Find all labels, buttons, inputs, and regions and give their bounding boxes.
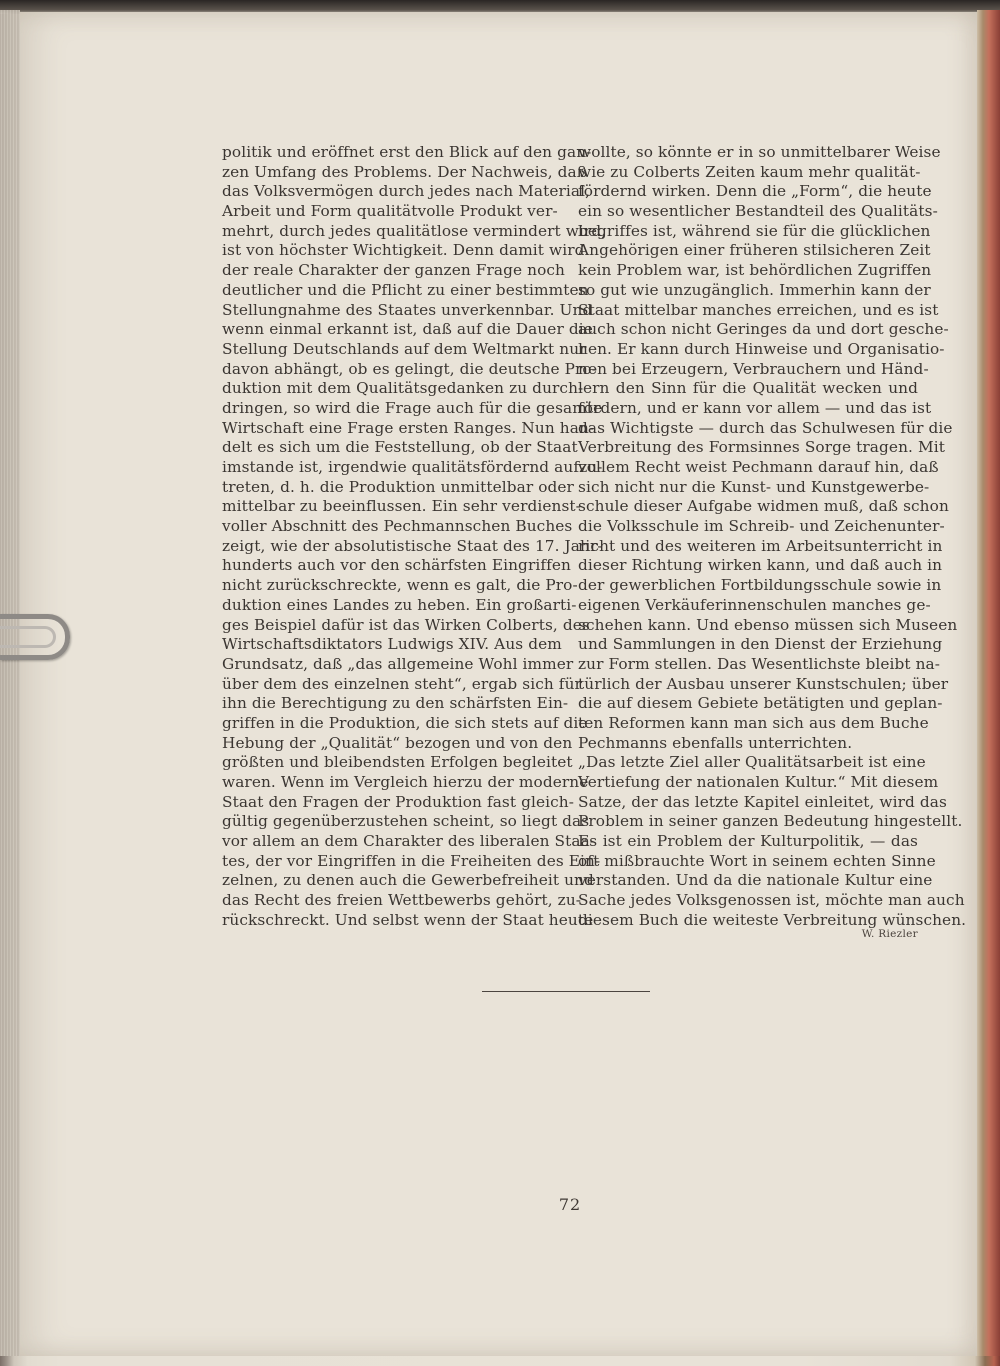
text-line: zen Umfang des Problems. Der Nachweis, daß xyxy=(222,162,588,181)
text-line: zur Form stellen. Das Wesentlichste bleibt na- xyxy=(578,654,941,673)
text-line: das Wichtigste — durch das Schulwesen für die xyxy=(578,418,953,437)
text-line: wenn einmal erkannt ist, daß auf die Dauer die xyxy=(222,320,593,339)
text-line: eigenen Verkäuferinnenschulen manches ge- xyxy=(578,595,931,614)
text-line: zelnen, zu denen auch die Gewerbefreiheit und xyxy=(222,871,594,890)
text-line: duktion eines Landes zu heben. Ein großarti- xyxy=(222,595,577,614)
text-line: Staat mittelbar manches erreichen, und es ist xyxy=(578,300,939,319)
text-line: diesem Buch die weiteste Verbreitung wünschen. xyxy=(578,910,967,929)
text-line: über dem des einzelnen steht“, ergab sich für xyxy=(222,674,582,693)
text-line: voller Abschnitt des Pechmannschen Buches xyxy=(222,517,573,536)
text-line: Satze, der das letzte Kapitel einleitet, wird das xyxy=(578,792,947,811)
text-line: schule dieser Aufgabe widmen muß, daß schon xyxy=(578,497,949,516)
text-line: der gewerblichen Fortbildungsschule sowie in xyxy=(578,576,942,595)
text-line: kein Problem war, ist behördlichen Zugriffen xyxy=(578,261,932,280)
text-line: Pechmanns ebenfalls unterrichten. xyxy=(578,733,853,752)
text-line: Problem in seiner ganzen Bedeutung hingestellt. xyxy=(578,812,963,831)
text-column-right xyxy=(578,143,967,931)
text-line: hen. Er kann durch Hinweise und Organisatio- xyxy=(578,339,945,358)
text-line: tes, der vor Eingriffen in die Freiheiten des Ein- xyxy=(222,851,601,870)
text-line: Grundsatz, daß „das allgemeine Wohl immer xyxy=(222,654,574,673)
page-number: 72 xyxy=(558,1195,582,1214)
text-line: die Volksschule im Schreib- und Zeichenunter- xyxy=(578,517,945,536)
text-column-left xyxy=(222,143,607,931)
text-line: griffen in die Produktion, die sich stets auf die xyxy=(222,713,588,732)
section-divider xyxy=(482,991,650,992)
text-line: der reale Charakter der ganzen Frage noch xyxy=(222,261,566,280)
text-line: nen bei Erzeugern, Verbrauchern und Händ- xyxy=(578,359,929,378)
text-line: Wirtschaftsdiktators Ludwigs XIV. Aus dem xyxy=(222,635,562,654)
text-line: dringen, so wird die Frage auch für die gesamte xyxy=(222,398,603,417)
text-line: türlich der Ausbau unserer Kunstschulen; über xyxy=(578,674,949,693)
text-line: oft mißbrauchte Wort in seinem echten Sinne xyxy=(578,851,936,870)
book-cover-edge xyxy=(977,10,1000,1356)
text-line: waren. Wenn im Vergleich hierzu der moderne xyxy=(222,773,589,791)
text-line: treten, d. h. die Produktion unmittelbar oder xyxy=(222,477,574,496)
text-line: ges Beispiel dafür ist das Wirken Colberts, des xyxy=(222,615,590,634)
text-line: Staat den Fragen der Produktion fast gleich- xyxy=(222,792,575,811)
text-line: Stellung Deutschlands auf dem Weltmarkt nur xyxy=(222,339,587,358)
author-signature: W. Riezler xyxy=(861,928,918,940)
book-page-edges xyxy=(0,10,20,1356)
text-line: „Das letzte Ziel aller Qualitätsarbeit ist eine xyxy=(578,753,926,772)
text-line: hunderts auch vor den schärfsten Eingriffen xyxy=(222,556,571,575)
text-line: imstande ist, irgendwie qualitätsfördernd aufzu- xyxy=(222,458,603,476)
text-line: davon abhängt, ob es gelingt, die deutsche Pro- xyxy=(222,359,597,378)
text-line: das Recht des freien Wettbewerbs gehört, zu- xyxy=(222,891,582,910)
text-line: nicht zurückschreckte, wenn es galt, die Pro- xyxy=(222,576,578,595)
text-line: dieser Richtung wirken kann, und daß auch in xyxy=(578,556,943,575)
text-line: Hebung der „Qualität“ bezogen und von den xyxy=(222,733,573,752)
text-line: Angehörigen einer früheren stilsicheren Zeit xyxy=(578,241,931,260)
text-line: die auf diesem Gebiete betätigten und geplan- xyxy=(578,694,943,713)
text-line: lern den Sinn für die Qualität wecken und xyxy=(578,379,918,398)
text-line: das Volksvermögen durch jedes nach Material, xyxy=(222,182,591,201)
text-line: auch schon nicht Geringes da und dort gesche- xyxy=(578,320,949,339)
text-line: begriffes ist, während sie für die glücklichen xyxy=(578,221,931,240)
text-line: duktion mit dem Qualitätsgedanken zu durch- xyxy=(222,379,584,398)
text-line: delt es sich um die Feststellung, ob der Staat xyxy=(222,438,578,457)
text-line: fördernd wirken. Denn die „Form“, die heute xyxy=(578,182,932,201)
paper-clip-inner-loop xyxy=(0,626,56,648)
text-line: richt und des weiteren im Arbeitsunterricht in xyxy=(578,536,943,555)
text-line: vollem Recht weist Pechmann darauf hin, daß xyxy=(578,458,939,476)
text-line: Sache jedes Volksgenossen ist, möchte man auch xyxy=(578,891,965,910)
text-line: ein so wesentlicher Bestandteil des Qualitäts- xyxy=(578,202,938,221)
text-line: politik und eröffnet erst den Blick auf den gan- xyxy=(222,143,592,161)
text-line: fördern, und er kann vor allem — und das ist xyxy=(578,398,932,417)
text-line: Stellungnahme des Staates unverkennbar. Und xyxy=(222,300,593,319)
text-line: sich nicht nur die Kunst- und Kunstgewerbe- xyxy=(578,477,930,496)
text-line: Arbeit und Form qualitätvolle Produkt ver- xyxy=(222,202,558,221)
text-line: und Sammlungen in den Dienst der Erziehung xyxy=(578,635,943,654)
text-line: Es ist ein Problem der Kulturpolitik, — das xyxy=(578,832,918,851)
text-line: wie zu Colberts Zeiten kaum mehr qualität- xyxy=(578,162,921,181)
text-line: Verbreitung des Formsinnes Sorge tragen. Mit xyxy=(578,438,945,457)
text-line: so gut wie unzugänglich. Immerhin kann der xyxy=(578,280,931,299)
text-line: ist von höchster Wichtigkeit. Denn damit wird xyxy=(222,241,585,260)
text-line: ten Reformen kann man sich aus dem Buche xyxy=(578,713,929,732)
text-line: gültig gegenüberzustehen scheint, so liegt das xyxy=(222,812,590,831)
text-line: ihn die Berechtigung zu den schärfsten Ein- xyxy=(222,694,569,713)
text-line: Wirtschaft eine Frage ersten Ranges. Nun han- xyxy=(222,418,595,437)
text-line: zeigt, wie der absolutistische Staat des 17. Jahr- xyxy=(222,536,603,555)
text-line: mittelbar zu beeinflussen. Ein sehr verdienst- xyxy=(222,497,581,516)
text-line: Vertiefung der nationalen Kultur.“ Mit diesem xyxy=(578,773,939,791)
text-line: vor allem an dem Charakter des liberalen Staa- xyxy=(222,832,596,851)
text-line: wollte, so könnte er in so unmittelbarer Weise xyxy=(578,143,941,161)
text-line: schehen kann. Und ebenso müssen sich Museen xyxy=(578,615,958,634)
text-line: deutlicher und die Pflicht zu einer bestimmten xyxy=(222,280,589,299)
text-line: verstanden. Und da die nationale Kultur eine xyxy=(578,871,933,890)
text-line: rückschreckt. Und selbst wenn der Staat heute xyxy=(222,910,594,929)
text-line: größten und bleibendsten Erfolgen begleitet xyxy=(222,753,573,772)
text-line: mehrt, durch jedes qualitätlose vermindert wird, xyxy=(222,221,607,240)
